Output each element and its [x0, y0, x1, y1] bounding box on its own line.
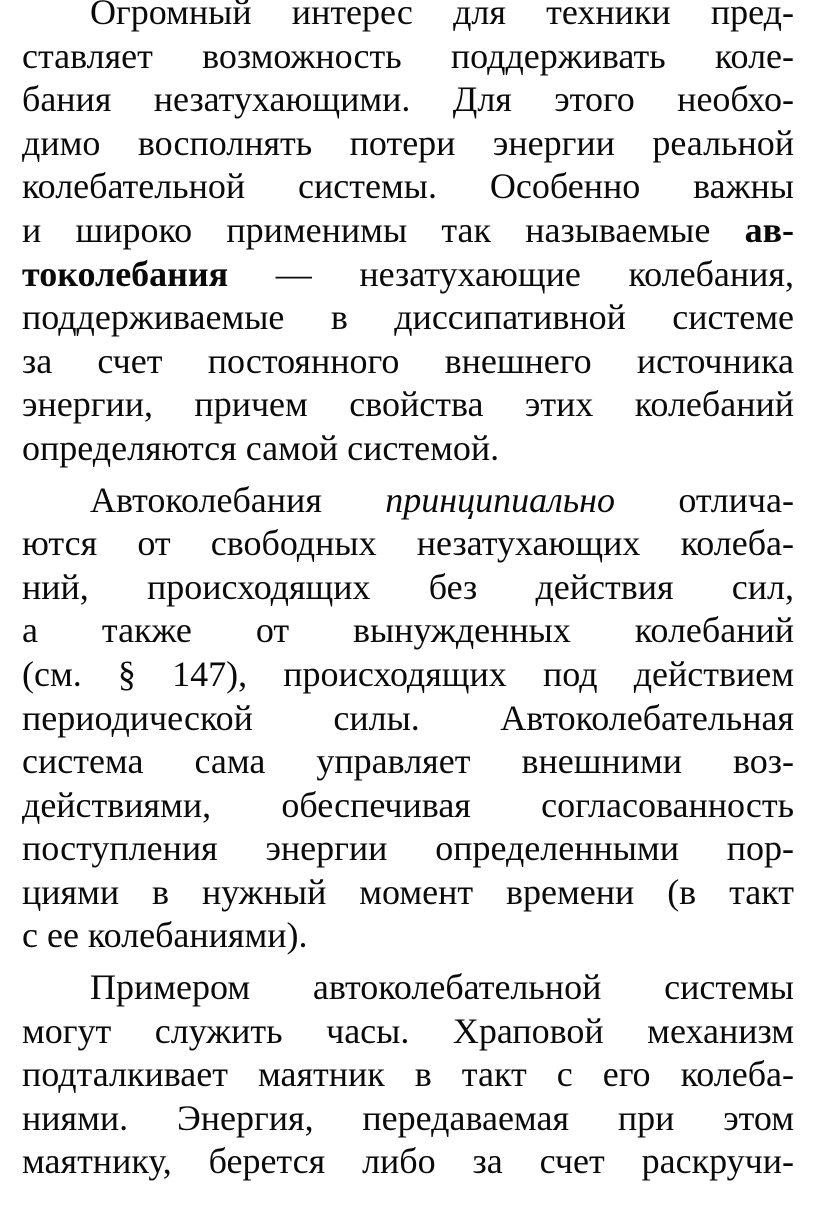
text-run: ются от свободных незатухающих колеба- [22, 523, 794, 564]
text-run: Примером автоколебательной системы [90, 967, 794, 1008]
bold-term: токолебания [22, 253, 229, 294]
text-line [22, 122, 794, 166]
text-run: Автоколебания [90, 479, 386, 520]
text-run: ставляет возможность поддерживать коле- [22, 35, 794, 76]
text-line [22, 522, 794, 566]
text-run: бания незатухающими. Для этого необхо- [22, 79, 794, 120]
text-run: энергии, причем свойства этих колебаний [22, 384, 794, 425]
text-line [22, 383, 794, 427]
text-line [22, 1010, 794, 1054]
text-line [22, 1053, 794, 1097]
text-line [22, 78, 794, 122]
italic-emphasis: принципиально [385, 479, 616, 520]
text-line [22, 697, 794, 741]
text-run: (см. § 147), происходящих под действием [22, 653, 794, 694]
text-run: — незатухающие колебания, [228, 253, 794, 294]
text-line [22, 1097, 794, 1141]
text-run: периодической силы. Автоколебательная [22, 697, 794, 738]
text-line [22, 914, 794, 958]
text-line [22, 209, 794, 253]
text-line [22, 35, 794, 79]
text-run: с ее колебаниями). [22, 915, 308, 956]
document-page [22, 0, 794, 1184]
text-run: поддерживаемые в диссипативной системе [22, 297, 794, 338]
text-run: могут служить часы. Храповой механизм [22, 1010, 794, 1051]
text-line [22, 296, 794, 340]
text-run: а также от вынужденных колебаний [22, 610, 794, 651]
paragraph [22, 479, 794, 959]
text-run: ниями. Энергия, передаваемая при этом [22, 1097, 794, 1138]
paragraph [22, 0, 794, 471]
text-run: подталкивает маятник в такт с его колеба- [22, 1054, 794, 1095]
text-line [22, 165, 794, 209]
bold-term: ав- [744, 209, 794, 250]
text-line [22, 827, 794, 871]
text-run: и широко применимы так называемые [22, 209, 745, 250]
text-line [22, 479, 794, 523]
text-run: маятнику, берется либо за счет раскручи- [22, 1141, 794, 1182]
text-line [22, 740, 794, 784]
text-run: Огромный интерес для техники пред- [90, 0, 794, 32]
text-run: действиями, обеспечивая согласованность [22, 784, 794, 825]
text-run: за счет постоянного внешнего источника [22, 340, 794, 381]
text-line [22, 871, 794, 915]
text-line [22, 966, 794, 1010]
text-line [22, 566, 794, 610]
text-line [22, 427, 794, 471]
text-run: определяются самой системой. [22, 427, 500, 468]
text-line [22, 784, 794, 828]
text-line [22, 340, 794, 384]
text-run: колебательной системы. Особенно важны [22, 166, 794, 207]
text-run: поступления энергии определенными пор- [22, 828, 794, 869]
text-run: димо восполнять потери энергии реальной [22, 122, 794, 163]
text-run: система сама управляет внешними воз- [22, 741, 794, 782]
text-run: ний, происходящих без действия сил, [22, 566, 794, 607]
text-run: циями в нужный момент времени (в такт [22, 871, 794, 912]
paragraph [22, 966, 794, 1184]
text-line [22, 609, 794, 653]
text-line [22, 253, 794, 297]
text-line [22, 653, 794, 697]
text-run: отлича- [615, 479, 794, 520]
text-line [22, 1140, 794, 1184]
text-line [22, 0, 794, 35]
